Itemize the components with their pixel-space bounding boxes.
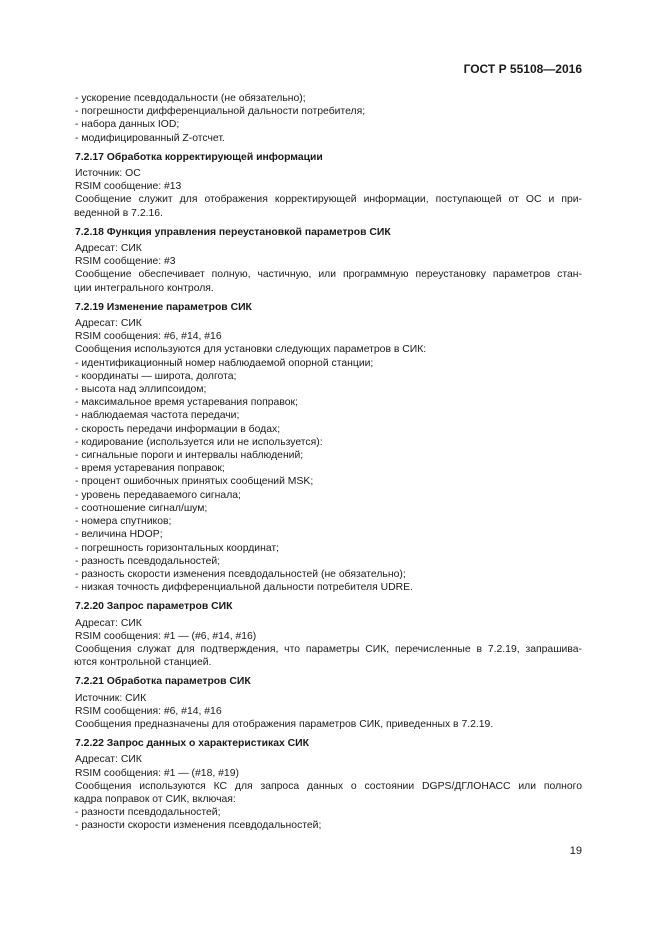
paragraph-line: кадра поправок от СИК, включая: xyxy=(74,793,236,805)
paragraph xyxy=(75,268,582,294)
list-item: - наблюдаемая частота передачи; xyxy=(75,410,240,422)
section-heading: 7.2.20 Запрос параметров СИК xyxy=(75,601,233,613)
list-item: - координаты — широта, долгота; xyxy=(75,370,237,382)
section-7-2-18 xyxy=(75,226,582,295)
source-line: Источник: ОС xyxy=(75,168,141,180)
list-item: - погрешности дифференциальной дальности потребителя; xyxy=(75,106,366,118)
message-line: RSIM сообщение: #3 xyxy=(75,256,176,268)
message-line: RSIM сообщения: #6, #14, #16 xyxy=(75,705,222,717)
paragraph xyxy=(75,643,582,669)
paragraph xyxy=(75,780,582,806)
list-item: - разность скорости изменения псевдодальностей (не обязательно); xyxy=(75,568,406,580)
list-item: - набора данных IOD; xyxy=(75,119,180,131)
section-heading: 7.2.22 Запрос данных о характеристиках СИК xyxy=(75,738,309,750)
section-heading: 7.2.17 Обработка корректирующей информации xyxy=(75,151,323,163)
list-item: - уровень передаваемого сигнала; xyxy=(75,489,241,501)
paragraph-line: Сообщения используются КС для запроса данных о состоянии DGPS/ДГЛОНАСС или полного xyxy=(75,780,582,792)
addressee-line: Адресат: СИК xyxy=(75,243,142,255)
message-line: RSIM сообщение: #13 xyxy=(75,181,182,193)
addressee-line: Адресат: СИК xyxy=(75,617,142,629)
paragraph-line: ции интегрального контроля. xyxy=(74,282,214,294)
list-item: - процент ошибочных принятых сообщений MSK; xyxy=(75,476,314,488)
parameter-list xyxy=(75,357,582,595)
list-item: - время устаревания поправок; xyxy=(75,463,225,475)
message-line: RSIM сообщения: #1 — (#18, #19) xyxy=(75,767,239,779)
list-item: - величина HDOP; xyxy=(75,529,163,541)
section-7-2-21 xyxy=(75,675,582,731)
standard-number: ГОСТ Р 55108—2016 xyxy=(463,62,582,76)
list-item: - модифицированный Z-отсчет. xyxy=(75,132,225,144)
section-7-2-22 xyxy=(75,737,582,832)
list-item: - погрешность горизонтальных координат; xyxy=(75,542,280,554)
section-7-2-17 xyxy=(75,151,582,220)
section-7-2-20 xyxy=(75,600,582,669)
paragraph-line: ются контрольной станцией. xyxy=(74,657,212,669)
paragraph-line: Сообщение служит для отображения корректирующей информации, поступающей от ОС и при- xyxy=(75,194,582,206)
section-heading: 7.2.21 Обработка параметров СИК xyxy=(75,676,251,688)
addressee-line: Адресат: СИК xyxy=(75,754,142,766)
addressee-line: Адресат: СИК xyxy=(75,318,142,330)
list-item: - ускорение псевдодальности (не обязательно); xyxy=(75,93,306,104)
list-item: - соотношение сигнал/шум; xyxy=(75,502,208,514)
list-item: - максимальное время устаревания поправок; xyxy=(75,397,298,409)
list-item: - кодирование (используется или не используется): xyxy=(75,436,323,448)
paragraph xyxy=(75,193,582,219)
paragraph-line: Сообщение обеспечивает полную, частичную, или программную переустановку параметров стан- xyxy=(75,269,582,281)
intro-list xyxy=(75,92,582,145)
source-line: Источник: СИК xyxy=(75,692,147,704)
section-7-2-19 xyxy=(75,301,582,594)
list-item: - номера спутников; xyxy=(75,516,172,528)
list-item: - идентификационный номер наблюдаемой опорной станции; xyxy=(75,357,374,369)
section-heading: 7.2.19 Изменение параметров СИК xyxy=(75,301,252,313)
page-number: 19 xyxy=(569,845,582,857)
paragraph-line: Сообщения используются для установки следующих параметров в СИК: xyxy=(75,344,427,356)
list-item: - низкая точность дифференциальной дальности потребителя UDRE. xyxy=(75,582,413,594)
list-item: - разности скорости изменения псевдодальностей; xyxy=(75,820,322,832)
paragraph-line: веденной в 7.2.16. xyxy=(74,207,163,219)
message-line: RSIM сообщения: #1 — (#6, #14, #16) xyxy=(75,630,257,642)
list-item: - разности псевдодальностей; xyxy=(75,807,221,819)
page-content xyxy=(75,92,582,833)
list-item: - сигнальные пороги и интервалы наблюдений; xyxy=(75,450,304,462)
list-item: - скорость передачи информации в бодах; xyxy=(75,423,281,435)
list-item: - разность псевдодальностей; xyxy=(75,555,221,567)
paragraph-line: Сообщения предназначены для отображения параметров СИК, приведенных в 7.2.19. xyxy=(75,718,494,730)
message-line: RSIM сообщения: #6, #14, #16 xyxy=(75,331,222,343)
paragraph-line: Сообщения служат для подтверждения, что параметры СИК, перечисленные в 7.2.19, запрашива- xyxy=(75,643,582,655)
section-heading: 7.2.18 Функция управления переустановкой параметров СИК xyxy=(75,226,391,238)
list-item: - высота над эллипсоидом; xyxy=(75,384,207,396)
